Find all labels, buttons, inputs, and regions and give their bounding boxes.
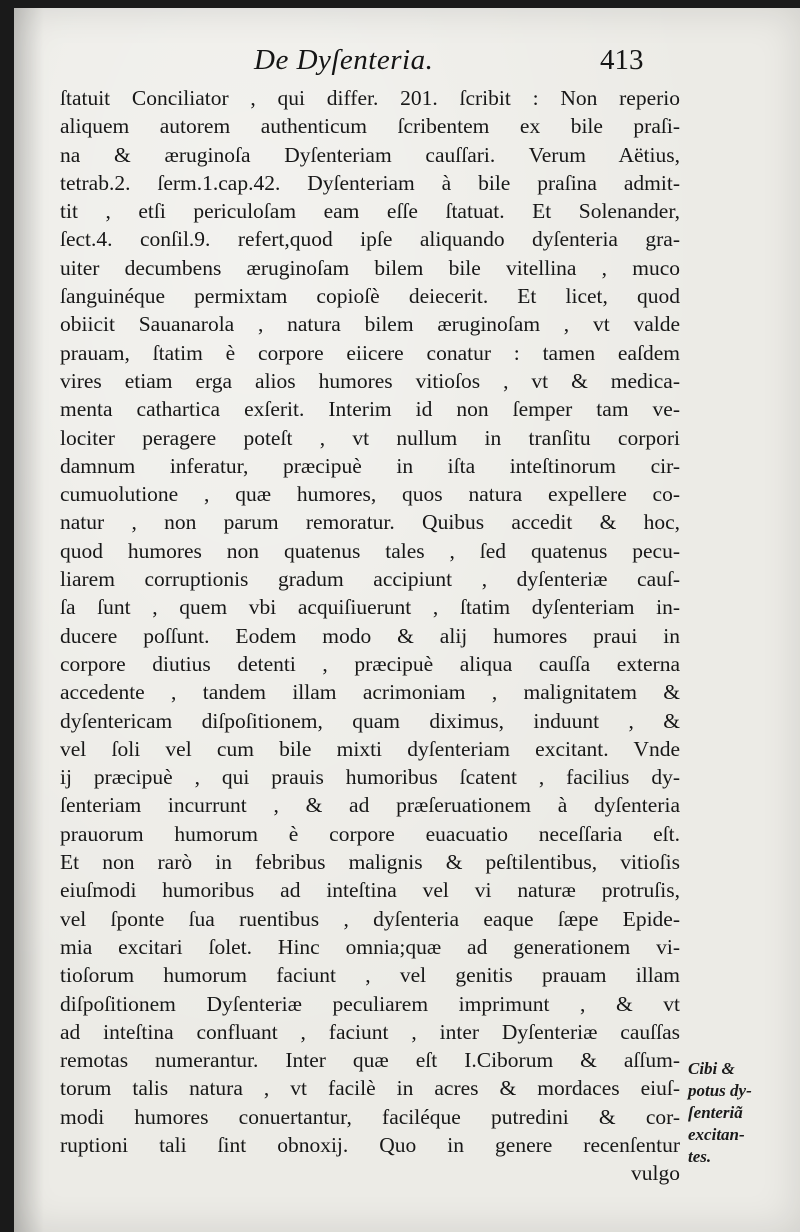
- text-line: vel ſponte ſua ruentibus , dyſenteria eaque ſæpe Epide-: [60, 906, 680, 931]
- text-line: ſenteriam incurrunt , & ad præſeruationem à dyſenteria: [60, 793, 680, 818]
- running-head: [14, 44, 800, 84]
- body-text: [60, 84, 680, 1188]
- text-line: obiicit Sauanarola , natura bilem æruginoſam , vt valde: [60, 312, 680, 337]
- margin-note-line: potus dy-: [688, 1081, 752, 1100]
- text-line: menta cathartica exſerit. Interim id non ſemper tam ve-: [60, 397, 680, 422]
- text-line: prauorum humorum è corpore euacuatio neceſſaria eſt.: [60, 821, 680, 846]
- margin-note-line: ſenteriã: [688, 1103, 743, 1122]
- text-line: diſpoſitionem Dyſenteriæ peculiarem imprimunt , & vt: [60, 991, 680, 1016]
- text-line: ducere poſſunt. Eodem modo & alij humores praui in: [60, 623, 680, 648]
- book-page: [14, 8, 800, 1232]
- text-line: Et non rarò in febribus malignis & peſtilentibus, vitioſis: [60, 850, 680, 875]
- text-line: tioſorum humorum faciunt , vel genitis prauam illam: [60, 963, 680, 988]
- page-number: 413: [600, 44, 644, 76]
- text-line: torum talis natura , vt facilè in acres & mordaces eiuſ-: [60, 1076, 680, 1101]
- text-line: cumuolutione , quæ humores, quos natura expellere co-: [60, 482, 680, 507]
- text-line: vulgo: [631, 1161, 680, 1186]
- text-line: aliquem autorem authenticum ſcribentem ex bile praſi-: [60, 114, 680, 139]
- text-line: uiter decumbens æruginoſam bilem bile vitellina , muco: [60, 255, 680, 280]
- text-line: lociter peragere poteſt , vt nullum in tranſitu corpori: [60, 425, 680, 450]
- text-line: corpore diutius detenti , præcipuè aliqua cauſſa externa: [60, 651, 680, 676]
- margin-note: [688, 1058, 798, 1168]
- text-line: modi humores conuertantur, faciléque putredini & cor-: [60, 1104, 680, 1129]
- text-line: quod humores non quatenus tales , ſed quatenus pecu-: [60, 538, 680, 563]
- margin-note-line: tes.: [688, 1147, 712, 1166]
- text-line: tit , etſi periculoſam eam eſſe ſtatuat. Et Solenander,: [60, 199, 680, 224]
- text-line: ad inteſtina confluant , faciunt , inter Dyſenteriæ cauſſas: [60, 1019, 680, 1044]
- text-line: prauam, ſtatim è corpore eiicere conatur : tamen eaſdem: [60, 340, 680, 365]
- text-line: ſect.4. conſil.9. refert,quod ipſe aliquando dyſenteria gra-: [60, 227, 680, 252]
- text-line: na & æruginoſa Dyſenteriam cauſſari. Verum Aëtius,: [60, 142, 680, 167]
- margin-note-line: Cibi &: [688, 1059, 735, 1078]
- text-line: vel ſoli vel cum bile mixti dyſenteriam excitant. Vnde: [60, 736, 680, 761]
- text-line: mia excitari ſolet. Hinc omnia;quæ ad generationem vi-: [60, 934, 680, 959]
- text-line: remotas numerantur. Inter quæ eſt I.Ciborum & aſſum-: [60, 1048, 680, 1073]
- text-line: eiuſmodi humoribus ad inteſtina vel vi naturæ protruſis,: [60, 878, 680, 903]
- text-line: accedente , tandem illam acrimoniam , malignitatem &: [60, 680, 680, 705]
- running-head-title: De Dyſenteria.: [254, 44, 434, 76]
- text-line: vires etiam erga alios humores vitioſos , vt & medica-: [60, 368, 680, 393]
- text-line: ſtatuit Conciliator , qui differ. 201. ſcribit : Non reperio: [60, 86, 680, 110]
- text-line: ſanguinéque permixtam copioſè deiecerit. Et licet, quod: [60, 284, 680, 309]
- text-line: ij præcipuè , qui prauis humoribus ſcatent , facilius dy-: [60, 765, 680, 790]
- text-line: ruptioni tali ſint obnoxij. Quo in genere recenſentur: [60, 1132, 680, 1157]
- text-line: dyſentericam diſpoſitionem, quam diximus, induunt , &: [60, 708, 680, 733]
- text-line: liarem corruptionis gradum accipiunt , dyſenteriæ cauſ-: [60, 567, 680, 592]
- text-line: damnum inferatur, præcipuè in iſta inteſtinorum cir-: [60, 453, 680, 478]
- text-line: ſa ſunt , quem vbi acquiſiuerunt , ſtatim dyſenteriam in-: [60, 595, 680, 620]
- text-line: natur , non parum remoratur. Quibus accedit & hoc,: [60, 510, 680, 535]
- text-line: tetrab.2. ſerm.1.cap.42. Dyſenteriam à bile praſina admit-: [60, 170, 680, 195]
- margin-note-line: excitan-: [688, 1125, 745, 1144]
